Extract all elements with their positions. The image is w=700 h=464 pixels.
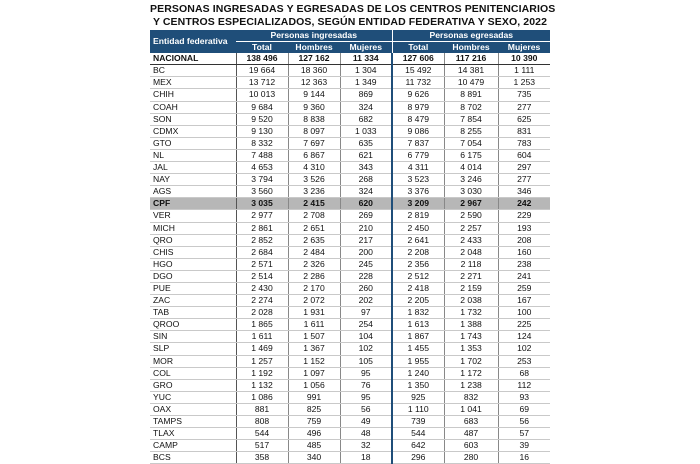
value-cell: 1 253	[498, 77, 550, 89]
value-cell: 253	[498, 355, 550, 367]
entity-name-cell: YUC	[150, 391, 236, 403]
value-cell: 635	[340, 137, 392, 149]
header-egr-total: Total	[392, 42, 444, 54]
entity-name-cell: AGS	[150, 186, 236, 198]
value-cell: 2 861	[236, 222, 288, 234]
value-cell: 2 512	[392, 270, 444, 282]
value-cell: 739	[392, 416, 444, 428]
value-cell: 167	[498, 295, 550, 307]
value-cell: 8 255	[444, 125, 498, 137]
value-cell: 254	[340, 319, 392, 331]
value-cell: 2 977	[236, 210, 288, 222]
value-cell: 10 390	[498, 53, 550, 65]
entity-name-cell: ZAC	[150, 295, 236, 307]
value-cell: 2 356	[392, 258, 444, 270]
value-cell: 2 208	[392, 246, 444, 258]
value-cell: 7 854	[444, 113, 498, 125]
value-cell: 3 794	[236, 174, 288, 186]
value-cell: 735	[498, 89, 550, 101]
entity-name-cell: SLP	[150, 343, 236, 355]
value-cell: 1 955	[392, 355, 444, 367]
value-cell: 2 514	[236, 270, 288, 282]
value-cell: 2 433	[444, 234, 498, 246]
value-cell: 12 363	[288, 77, 340, 89]
value-cell: 2 271	[444, 270, 498, 282]
header-egr-mujeres: Mujeres	[498, 42, 550, 54]
value-cell: 625	[498, 113, 550, 125]
table-row	[150, 319, 550, 331]
value-cell: 9 626	[392, 89, 444, 101]
table-row	[150, 149, 550, 161]
value-cell: 238	[498, 258, 550, 270]
entity-name-cell: OAX	[150, 403, 236, 415]
table-row	[150, 53, 550, 65]
value-cell: 1 611	[288, 319, 340, 331]
value-cell: 1 304	[340, 65, 392, 77]
value-cell: 160	[498, 246, 550, 258]
value-cell: 229	[498, 210, 550, 222]
value-cell: 1 238	[444, 379, 498, 391]
table-row	[150, 295, 550, 307]
value-cell: 10 013	[236, 89, 288, 101]
value-cell: 2 571	[236, 258, 288, 270]
table-row	[150, 391, 550, 403]
value-cell: 682	[340, 113, 392, 125]
entity-name-cell: PUE	[150, 282, 236, 294]
value-cell: 2 274	[236, 295, 288, 307]
value-cell: 783	[498, 137, 550, 149]
entity-name-cell: BC	[150, 65, 236, 77]
table-row	[150, 222, 550, 234]
value-cell: 1 056	[288, 379, 340, 391]
value-cell: 9 130	[236, 125, 288, 137]
table-row	[150, 343, 550, 355]
table-row	[150, 416, 550, 428]
value-cell: 881	[236, 403, 288, 415]
entity-name-cell: SIN	[150, 331, 236, 343]
value-cell: 1 388	[444, 319, 498, 331]
value-cell: 3 376	[392, 186, 444, 198]
table-row	[150, 307, 550, 319]
value-cell: 102	[340, 343, 392, 355]
table-row	[150, 258, 550, 270]
table-body	[150, 53, 550, 464]
table-row	[150, 355, 550, 367]
value-cell: 57	[498, 428, 550, 440]
value-cell: 2 038	[444, 295, 498, 307]
value-cell: 544	[236, 428, 288, 440]
entity-name-cell: NACIONAL	[150, 53, 236, 65]
value-cell: 340	[288, 452, 340, 464]
entity-name-cell: QROO	[150, 319, 236, 331]
value-cell: 1 613	[392, 319, 444, 331]
value-cell: 8 332	[236, 137, 288, 149]
value-cell: 76	[340, 379, 392, 391]
value-cell: 1 507	[288, 331, 340, 343]
entity-name-cell: TLAX	[150, 428, 236, 440]
value-cell: 32	[340, 440, 392, 452]
value-cell: 869	[340, 89, 392, 101]
table-row	[150, 331, 550, 343]
value-cell: 117 216	[444, 53, 498, 65]
value-cell: 14 381	[444, 65, 498, 77]
value-cell: 1 832	[392, 307, 444, 319]
table-row	[150, 210, 550, 222]
value-cell: 2 028	[236, 307, 288, 319]
value-cell: 8 479	[392, 113, 444, 125]
value-cell: 2 635	[288, 234, 340, 246]
entity-name-cell: GRO	[150, 379, 236, 391]
value-cell: 517	[236, 440, 288, 452]
value-cell: 68	[498, 367, 550, 379]
value-cell: 1 033	[340, 125, 392, 137]
value-cell: 7 837	[392, 137, 444, 149]
value-cell: 808	[236, 416, 288, 428]
value-cell: 200	[340, 246, 392, 258]
value-cell: 603	[444, 440, 498, 452]
value-cell: 3 035	[236, 198, 288, 210]
value-cell: 95	[340, 391, 392, 403]
value-cell: 3 526	[288, 174, 340, 186]
value-cell: 1 110	[392, 403, 444, 415]
value-cell: 241	[498, 270, 550, 282]
value-cell: 825	[288, 403, 340, 415]
value-cell: 16	[498, 452, 550, 464]
value-cell: 8 702	[444, 101, 498, 113]
table-row	[150, 101, 550, 113]
value-cell: 2 257	[444, 222, 498, 234]
value-cell: 225	[498, 319, 550, 331]
value-cell: 3 236	[288, 186, 340, 198]
value-cell: 268	[340, 174, 392, 186]
table-row	[150, 379, 550, 391]
value-cell: 2 430	[236, 282, 288, 294]
value-cell: 127 606	[392, 53, 444, 65]
value-cell: 296	[392, 452, 444, 464]
value-cell: 19 664	[236, 65, 288, 77]
value-cell: 496	[288, 428, 340, 440]
value-cell: 485	[288, 440, 340, 452]
title-line-1: PERSONAS INGRESADAS Y EGRESADAS DE LOS CENTROS PENITENCIARIOS	[150, 3, 556, 15]
value-cell: 260	[340, 282, 392, 294]
value-cell: 8 979	[392, 101, 444, 113]
value-cell: 217	[340, 234, 392, 246]
value-cell: 280	[444, 452, 498, 464]
value-cell: 104	[340, 331, 392, 343]
value-cell: 1 152	[288, 355, 340, 367]
value-cell: 343	[340, 162, 392, 174]
value-cell: 2 048	[444, 246, 498, 258]
value-cell: 1 931	[288, 307, 340, 319]
value-cell: 6 175	[444, 149, 498, 161]
table-row	[150, 89, 550, 101]
value-cell: 1 702	[444, 355, 498, 367]
value-cell: 1 611	[236, 331, 288, 343]
value-cell: 2 415	[288, 198, 340, 210]
entity-name-cell: TAB	[150, 307, 236, 319]
value-cell: 2 819	[392, 210, 444, 222]
value-cell: 1 192	[236, 367, 288, 379]
value-cell: 9 684	[236, 101, 288, 113]
value-cell: 210	[340, 222, 392, 234]
value-cell: 3 246	[444, 174, 498, 186]
value-cell: 759	[288, 416, 340, 428]
value-cell: 2 852	[236, 234, 288, 246]
value-cell: 8 838	[288, 113, 340, 125]
value-cell: 1 353	[444, 343, 498, 355]
value-cell: 93	[498, 391, 550, 403]
title-line-2: Y CENTROS ESPECIALIZADOS, SEGÚN ENTIDAD FEDERATIVA Y SEXO, 2022	[152, 15, 548, 28]
value-cell: 324	[340, 101, 392, 113]
value-cell: 4 014	[444, 162, 498, 174]
value-cell: 2 967	[444, 198, 498, 210]
table-row	[150, 452, 550, 464]
value-cell: 3 560	[236, 186, 288, 198]
value-cell: 832	[444, 391, 498, 403]
value-cell: 1 041	[444, 403, 498, 415]
header-egr-hombres: Hombres	[444, 42, 498, 54]
value-cell: 7 697	[288, 137, 340, 149]
table-row	[150, 77, 550, 89]
value-cell: 1 867	[392, 331, 444, 343]
table-row	[150, 65, 550, 77]
value-cell: 2 326	[288, 258, 340, 270]
value-cell: 1 350	[392, 379, 444, 391]
entity-name-cell: QRO	[150, 234, 236, 246]
value-cell: 48	[340, 428, 392, 440]
entity-name-cell: TAMPS	[150, 416, 236, 428]
table-row	[150, 198, 550, 210]
value-cell: 6 867	[288, 149, 340, 161]
value-cell: 2 286	[288, 270, 340, 282]
value-cell: 642	[392, 440, 444, 452]
value-cell: 228	[340, 270, 392, 282]
value-cell: 2 118	[444, 258, 498, 270]
value-cell: 259	[498, 282, 550, 294]
table-row	[150, 174, 550, 186]
entity-name-cell: MEX	[150, 77, 236, 89]
value-cell: 10 479	[444, 77, 498, 89]
value-cell: 102	[498, 343, 550, 355]
entity-name-cell: MICH	[150, 222, 236, 234]
value-cell: 9 086	[392, 125, 444, 137]
value-cell: 831	[498, 125, 550, 137]
value-cell: 97	[340, 307, 392, 319]
value-cell: 621	[340, 149, 392, 161]
value-cell: 925	[392, 391, 444, 403]
value-cell: 69	[498, 403, 550, 415]
value-cell: 1 257	[236, 355, 288, 367]
value-cell: 9 520	[236, 113, 288, 125]
table-title	[150, 3, 556, 28]
entity-name-cell: DGO	[150, 270, 236, 282]
value-cell: 4 310	[288, 162, 340, 174]
entity-name-cell: JAL	[150, 162, 236, 174]
entity-name-cell: GTO	[150, 137, 236, 149]
table-row	[150, 246, 550, 258]
table-row	[150, 125, 550, 137]
value-cell: 1 469	[236, 343, 288, 355]
value-cell: 2 170	[288, 282, 340, 294]
value-cell: 2 072	[288, 295, 340, 307]
entity-name-cell: VER	[150, 210, 236, 222]
value-cell: 544	[392, 428, 444, 440]
value-cell: 56	[340, 403, 392, 415]
entity-name-cell: CHIH	[150, 89, 236, 101]
value-cell: 15 492	[392, 65, 444, 77]
value-cell: 277	[498, 101, 550, 113]
value-cell: 124	[498, 331, 550, 343]
value-cell: 8 891	[444, 89, 498, 101]
value-cell: 9 360	[288, 101, 340, 113]
value-cell: 11 334	[340, 53, 392, 65]
entity-name-cell: BCS	[150, 452, 236, 464]
value-cell: 242	[498, 198, 550, 210]
table-row	[150, 270, 550, 282]
table-row	[150, 186, 550, 198]
value-cell: 3 523	[392, 174, 444, 186]
entity-name-cell: SON	[150, 113, 236, 125]
header-ing-total: Total	[236, 42, 288, 54]
value-cell: 1 349	[340, 77, 392, 89]
value-cell: 127 162	[288, 53, 340, 65]
table-row	[150, 440, 550, 452]
value-cell: 1 097	[288, 367, 340, 379]
header-ingresadas: Personas ingresadas	[236, 30, 392, 42]
value-cell: 4 653	[236, 162, 288, 174]
value-cell: 2 590	[444, 210, 498, 222]
value-cell: 3 030	[444, 186, 498, 198]
value-cell: 56	[498, 416, 550, 428]
value-cell: 1 455	[392, 343, 444, 355]
value-cell: 112	[498, 379, 550, 391]
value-cell: 202	[340, 295, 392, 307]
entity-name-cell: MOR	[150, 355, 236, 367]
entity-name-cell: NAY	[150, 174, 236, 186]
header-ing-hombres: Hombres	[288, 42, 340, 54]
value-cell: 4 311	[392, 162, 444, 174]
value-cell: 8 097	[288, 125, 340, 137]
value-cell: 683	[444, 416, 498, 428]
value-cell: 2 684	[236, 246, 288, 258]
value-cell: 269	[340, 210, 392, 222]
table-row	[150, 113, 550, 125]
entity-name-cell: CHIS	[150, 246, 236, 258]
value-cell: 2 641	[392, 234, 444, 246]
value-cell: 7 488	[236, 149, 288, 161]
value-cell: 1 132	[236, 379, 288, 391]
value-cell: 2 450	[392, 222, 444, 234]
value-cell: 13 712	[236, 77, 288, 89]
value-cell: 49	[340, 416, 392, 428]
header-entidad: Entidad federativa	[150, 30, 236, 53]
value-cell: 3 209	[392, 198, 444, 210]
entity-name-cell: CDMX	[150, 125, 236, 137]
value-cell: 2 708	[288, 210, 340, 222]
value-cell: 100	[498, 307, 550, 319]
entity-name-cell: COAH	[150, 101, 236, 113]
table-row	[150, 282, 550, 294]
table-row	[150, 162, 550, 174]
value-cell: 620	[340, 198, 392, 210]
value-cell: 604	[498, 149, 550, 161]
table-row	[150, 234, 550, 246]
value-cell: 193	[498, 222, 550, 234]
value-cell: 18 360	[288, 65, 340, 77]
entity-name-cell: CAMP	[150, 440, 236, 452]
value-cell: 208	[498, 234, 550, 246]
value-cell: 991	[288, 391, 340, 403]
value-cell: 346	[498, 186, 550, 198]
value-cell: 2 205	[392, 295, 444, 307]
entity-name-cell: COL	[150, 367, 236, 379]
table-row	[150, 367, 550, 379]
table-row	[150, 403, 550, 415]
value-cell: 324	[340, 186, 392, 198]
header-egresadas: Personas egresadas	[392, 30, 550, 42]
value-cell: 1 865	[236, 319, 288, 331]
table-row	[150, 137, 550, 149]
value-cell: 138 496	[236, 53, 288, 65]
value-cell: 6 779	[392, 149, 444, 161]
value-cell: 11 732	[392, 77, 444, 89]
value-cell: 1 240	[392, 367, 444, 379]
data-table	[150, 30, 550, 464]
value-cell: 358	[236, 452, 288, 464]
entity-name-cell: NL	[150, 149, 236, 161]
value-cell: 95	[340, 367, 392, 379]
value-cell: 245	[340, 258, 392, 270]
value-cell: 2 651	[288, 222, 340, 234]
value-cell: 277	[498, 174, 550, 186]
value-cell: 9 144	[288, 89, 340, 101]
entity-name-cell: HGO	[150, 258, 236, 270]
value-cell: 39	[498, 440, 550, 452]
value-cell: 105	[340, 355, 392, 367]
value-cell: 1 111	[498, 65, 550, 77]
value-cell: 1 367	[288, 343, 340, 355]
value-cell: 1 086	[236, 391, 288, 403]
value-cell: 7 054	[444, 137, 498, 149]
value-cell: 1 732	[444, 307, 498, 319]
value-cell: 297	[498, 162, 550, 174]
value-cell: 2 418	[392, 282, 444, 294]
entity-name-cell: CPF	[150, 198, 236, 210]
value-cell: 2 484	[288, 246, 340, 258]
header-ing-mujeres: Mujeres	[340, 42, 392, 54]
value-cell: 1 743	[444, 331, 498, 343]
value-cell: 18	[340, 452, 392, 464]
value-cell: 487	[444, 428, 498, 440]
value-cell: 1 172	[444, 367, 498, 379]
value-cell: 2 159	[444, 282, 498, 294]
